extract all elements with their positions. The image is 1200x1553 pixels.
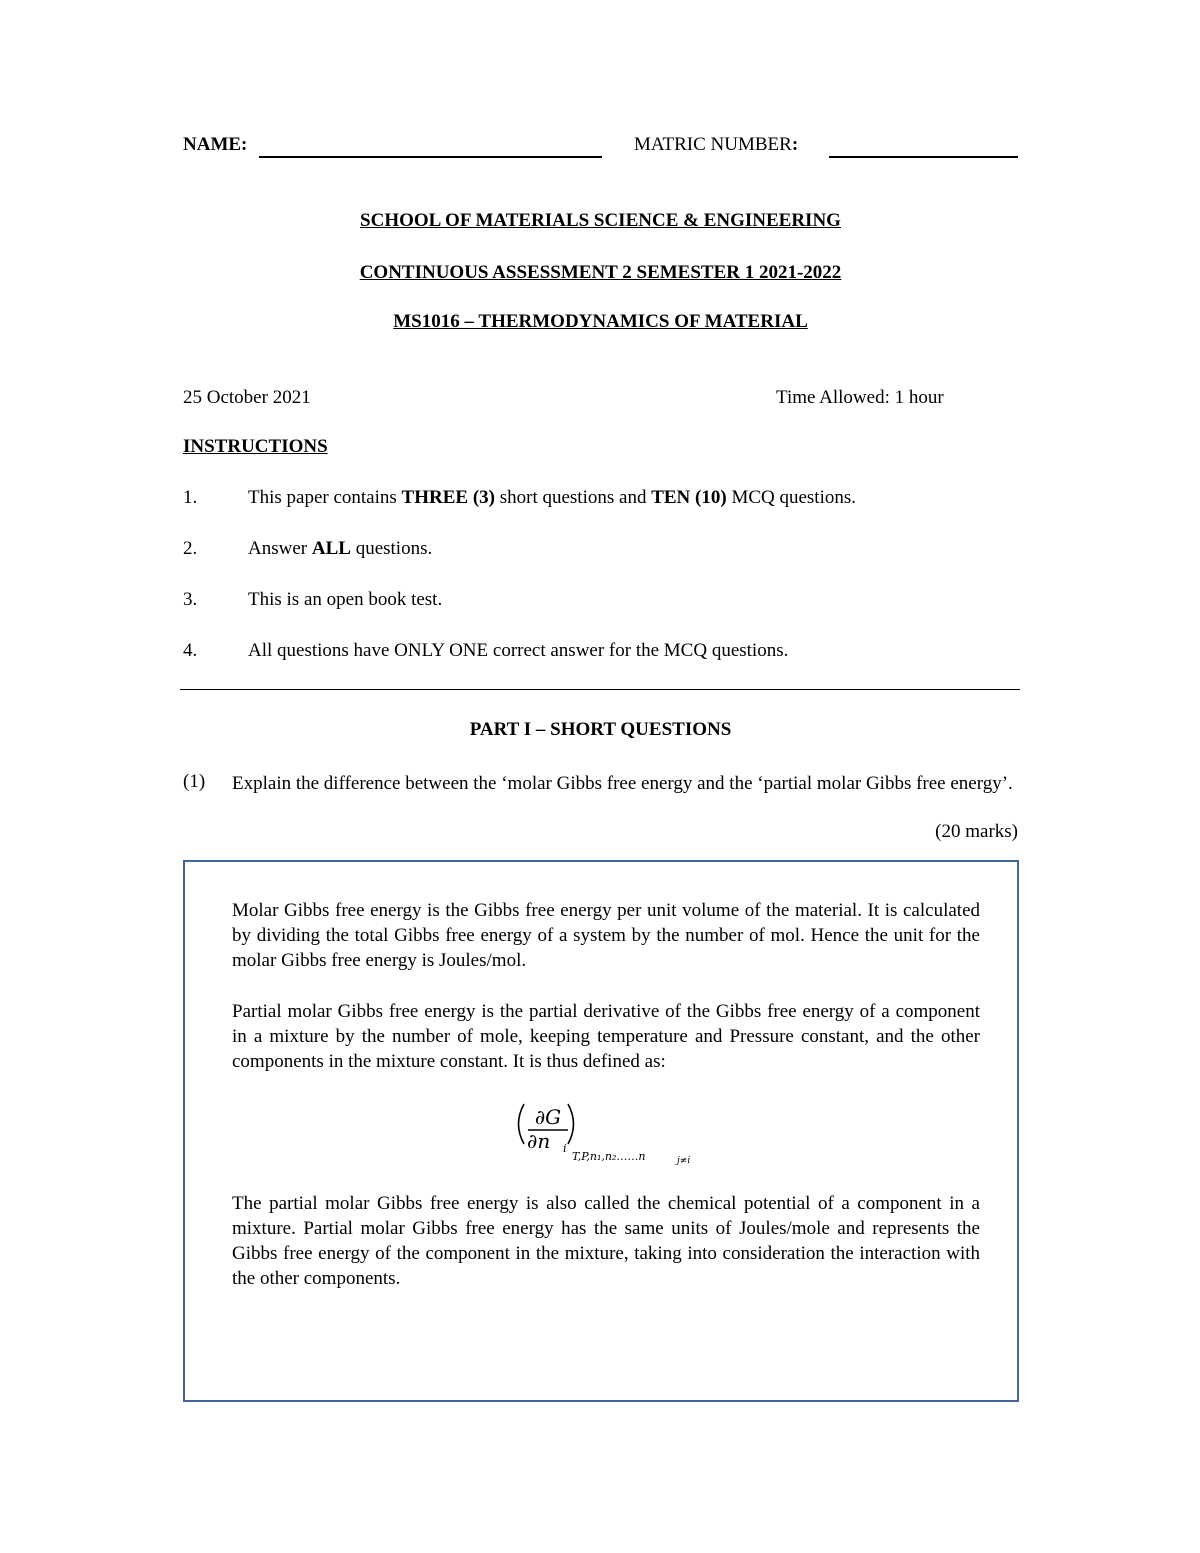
time-allowed: Time Allowed: 1 hour	[776, 387, 944, 408]
name-blank-line[interactable]	[259, 156, 602, 158]
instructions-heading: INSTRUCTIONS	[183, 436, 328, 457]
instruction-text-part: Answer	[248, 538, 312, 559]
instruction-text-part: This paper contains	[248, 487, 402, 508]
formula-numerator: ∂G	[534, 1105, 562, 1129]
instruction-bold-part: TEN (10)	[651, 487, 727, 508]
part-heading: PART I – SHORT QUESTIONS	[469, 719, 732, 740]
instruction-text: All questions have ONLY ONE correct answer for the MCQ questions.	[248, 640, 789, 661]
formula-subscript-tail: j≠i	[677, 1156, 691, 1166]
instruction-number: 2.	[183, 538, 198, 559]
formula-denominator: ∂n	[527, 1129, 551, 1153]
matric-number-colon: :	[791, 134, 799, 155]
formula-denominator-subscript: i	[563, 1142, 567, 1155]
course-title: MS1016 – THERMODYNAMICS OF MATERIAL	[393, 311, 808, 332]
instruction-bold-part: ALL	[311, 538, 351, 559]
instruction-text-part: questions.	[350, 538, 433, 559]
instruction-text-part: short questions and	[494, 487, 652, 508]
assessment-title: CONTINUOUS ASSESSMENT 2 SEMESTER 1 2021-2022	[359, 262, 842, 283]
question-text: Explain the difference between the ‘molar Gibbs free energy and the ‘partial molar Gibbs free energy’.	[232, 773, 1013, 794]
instruction-number: 4.	[183, 640, 198, 661]
instruction-text	[248, 538, 432, 560]
right-paren	[568, 1104, 574, 1144]
instruction-text-part: MCQ questions.	[726, 487, 857, 508]
question-number: (1)	[183, 771, 206, 792]
question-marks: (20 marks)	[935, 821, 1018, 842]
school-title: SCHOOL OF MATERIALS SCIENCE & ENGINEERING	[360, 210, 841, 231]
name-label: NAME:	[183, 134, 248, 155]
instruction-text: This is an open book test.	[248, 589, 443, 610]
answer-paragraph-molar: Molar Gibbs free energy is the Gibbs free energy per unit volume of the material. It is calculated by dividing the total Gibbs free energy of a system by the number of mol. Hence the unit for the molar Gibbs free energy is Joules/mol.	[232, 900, 980, 971]
answer-paragraph-partial-molar: Partial molar Gibbs free energy is the partial derivative of the Gibbs free energy of a component in a mixture by the number of mole, keeping temperature and Pressure constant, and the other components in the mixture constant. It is thus defined as:	[232, 1001, 980, 1072]
horizontal-divider	[180, 689, 1020, 690]
exam-date: 25 October 2021	[183, 387, 311, 408]
left-paren	[519, 1104, 525, 1144]
instruction-text	[248, 487, 856, 509]
answer-paragraph-chemical-potential: The partial molar Gibbs free energy is also called the chemical potential of a component in a mixture. Partial molar Gibbs free energy has the same units of Joules/mole and represents the Gibbs free energy of the component in the mixture, taking into consideration the interaction with the other components.	[232, 1193, 980, 1289]
instruction-number: 1.	[183, 487, 198, 508]
matric-number-label	[634, 134, 798, 156]
partial-derivative-formula	[510, 1096, 710, 1166]
matric-number-label-text: MATRIC NUMBER	[634, 134, 792, 155]
instruction-bold-part: THREE (3)	[401, 487, 495, 508]
formula-subscript: T,P,n₁,n₂……n	[572, 1150, 646, 1163]
instruction-number: 3.	[183, 589, 198, 610]
matric-number-blank-line[interactable]	[829, 156, 1018, 158]
header-row	[183, 134, 1018, 164]
